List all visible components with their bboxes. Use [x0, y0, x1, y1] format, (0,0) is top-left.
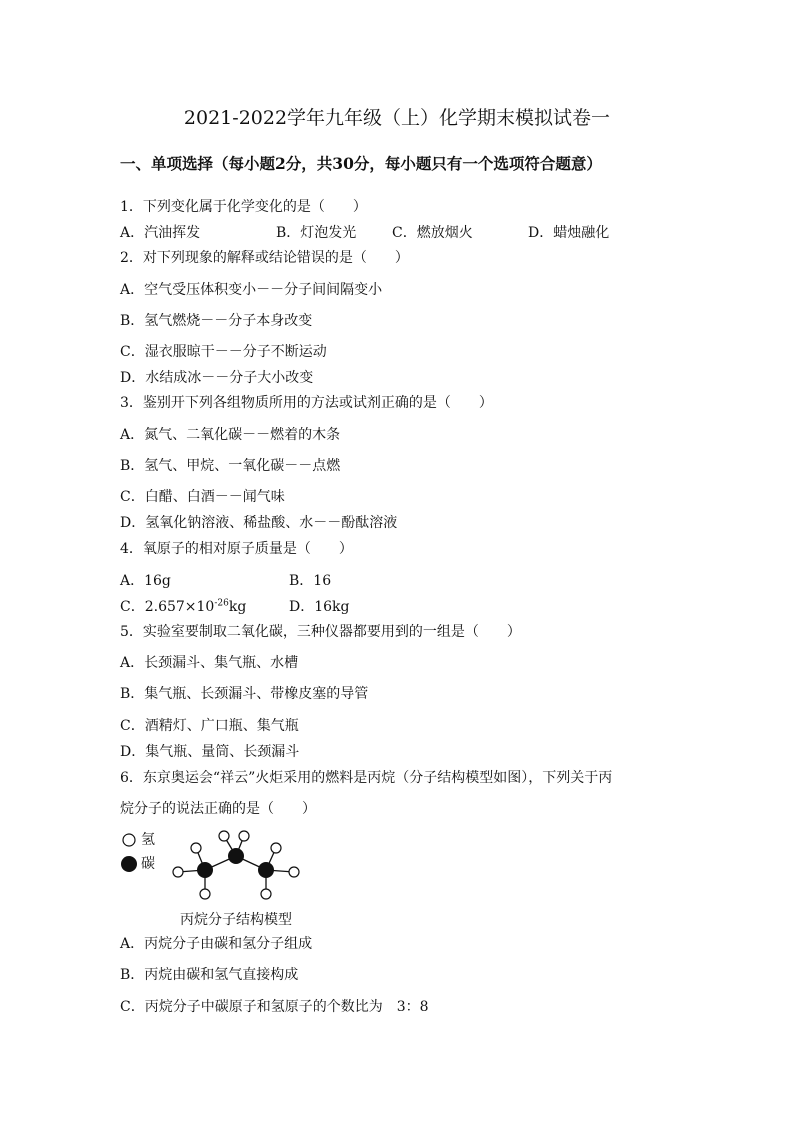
q3-stem: 3．鉴别开下列各组物质所用的方法或试剂正确的是（ ）	[120, 395, 493, 411]
q3-option-a: A．氮气、二氧化碳－－燃着的木条	[120, 427, 341, 443]
q3-option-d: D．氢氧化钠溶液、稀盐酸、水－－酚酞溶液	[120, 515, 398, 531]
q6-stem-line1: 6．东京奥运会“祥云”火炬采用的燃料是丙烷（分子结构模型如图），下列关于丙	[120, 770, 613, 786]
q1-stem: 1．下列变化属于化学变化的是（ ）	[120, 199, 367, 215]
legend-carbon-label: 碳	[141, 856, 155, 872]
q6-option-a: A．丙烷分子由碳和氢分子组成	[120, 936, 313, 952]
q2-option-b: B．氢气燃烧－－分子本身改变	[120, 313, 313, 329]
q5-option-b: B．集气瓶、长颈漏斗、带橡皮塞的导管	[120, 686, 369, 702]
legend-hydrogen-icon	[123, 834, 135, 846]
q1-option-b: B．灯泡发光	[276, 225, 357, 241]
q6-option-c: C．丙烷分子中碳原子和氢原子的个数比为 3：8	[120, 999, 429, 1015]
carbon-atoms	[197, 848, 274, 878]
q4-option-d: D．16kg	[289, 599, 350, 615]
q4-option-c: C．$2.657\times 10^{-26}kg$	[120, 598, 247, 615]
q4-option-a: A．16g	[120, 573, 171, 589]
q5-option-a: A．长颈漏斗、集气瓶、水槽	[120, 655, 299, 671]
q1-option-d: D．蜡烛融化	[528, 225, 610, 241]
legend-carbon-icon	[121, 856, 137, 872]
q3-option-c: C．白醋、白酒－－闻气味	[120, 489, 285, 505]
q5-stem: 5．实验室要制取二氧化碳，三种仪器都要用到的一组是（ ）	[120, 624, 521, 640]
q3-option-b: B．氢气、甲烷、一氧化碳－－点燃	[120, 458, 341, 474]
q2-stem: 2．对下列现象的解释或结论错误的是（ ）	[120, 250, 409, 266]
q1-option-a: A．汽油挥发	[120, 225, 201, 241]
section-heading: 一、单项选择（每小题2分，共30分，每小题只有一个选项符合题意）	[120, 154, 602, 173]
q2-option-a: A．空气受压体积变小－－分子间间隔变小	[120, 282, 383, 298]
q5-option-c: C．酒精灯、广口瓶、集气瓶	[120, 718, 299, 734]
legend-hydrogen-label: 氢	[141, 832, 155, 848]
q4-stem: 4．氧原子的相对原子质量是（ ）	[120, 541, 353, 557]
hydrogen-atoms	[173, 831, 299, 899]
q2-option-c: C．湿衣服晾干－－分子不断运动	[120, 344, 327, 360]
exam-title: 2021-2022学年九年级（上）化学期末模拟试卷一	[183, 107, 611, 129]
q4-option-c-exponent: -26	[214, 598, 229, 609]
molecule-caption: 丙烷分子结构模型	[180, 912, 292, 928]
q5-option-d: D．集气瓶、量筒、长颈漏斗	[120, 744, 300, 760]
q4-option-b: B．16	[289, 573, 332, 589]
q6-stem-line2: 烷分子的说法正确的是（ ）	[120, 801, 316, 817]
q2-option-d: D．水结成冰－－分子大小改变	[120, 370, 314, 386]
q1-option-c: C．燃放烟火	[392, 225, 473, 241]
q6-option-b: B．丙烷由碳和氢气直接构成	[120, 967, 299, 983]
